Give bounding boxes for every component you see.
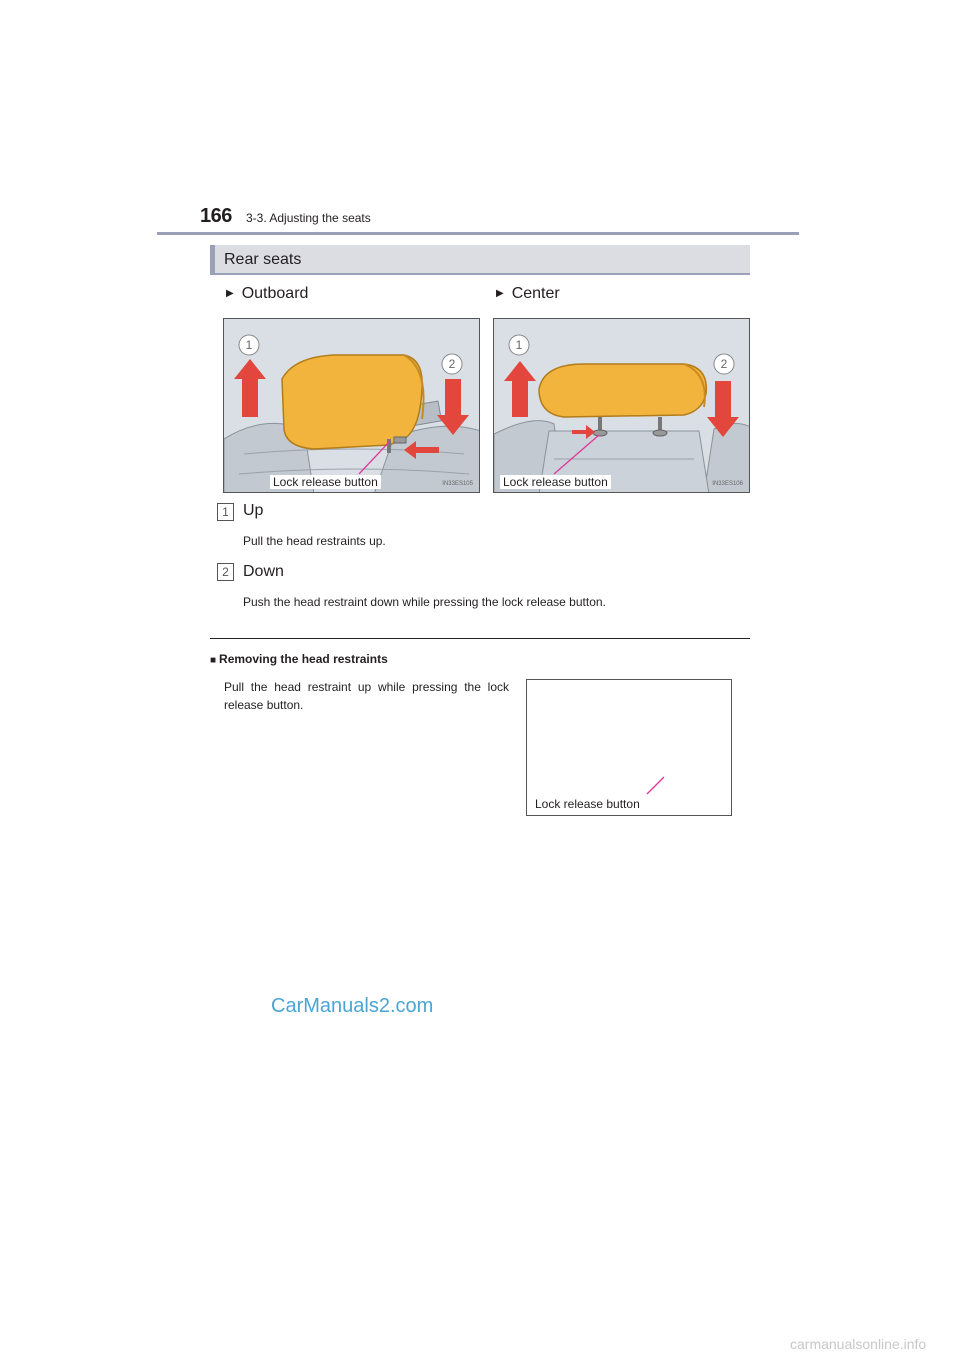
footer-watermark: carmanualsonline.info bbox=[790, 1336, 927, 1352]
svg-text:1: 1 bbox=[515, 338, 523, 352]
step-title-up: Up bbox=[243, 502, 264, 519]
figure-center bbox=[493, 318, 750, 493]
center-illustration bbox=[494, 319, 750, 493]
figure-outboard bbox=[223, 318, 480, 493]
svg-text:2: 2 bbox=[448, 357, 456, 371]
svg-text:2: 2 bbox=[720, 357, 728, 371]
triangle-bullet-icon: ▶ bbox=[226, 288, 234, 299]
lock-release-caption-center: Lock release button bbox=[500, 475, 611, 489]
variant-label-center: ▶ Center bbox=[496, 285, 560, 302]
triangle-bullet-icon: ▶ bbox=[496, 288, 504, 299]
removal-text: Pull the head restraint up while pressing the lock release button. bbox=[224, 680, 509, 712]
page-number: 166 bbox=[200, 205, 232, 227]
svg-text:1: 1 bbox=[245, 338, 253, 352]
step-description-down: Push the head restraint down while pressing the lock release button. bbox=[243, 595, 606, 609]
section-divider bbox=[210, 638, 750, 639]
square-bullet-icon: ■ bbox=[210, 655, 217, 666]
header-rule bbox=[157, 232, 799, 235]
step-number-2: 2 bbox=[217, 563, 234, 581]
removal-heading: ■ Removing the head restraints bbox=[210, 652, 388, 666]
section-reference: 3-3. Adjusting the seats bbox=[246, 211, 371, 225]
lock-release-caption-removal: Lock release button bbox=[532, 797, 643, 811]
outboard-illustration bbox=[224, 319, 480, 493]
removal-pointer bbox=[527, 680, 731, 815]
section-heading bbox=[210, 245, 750, 275]
step-number-1: 1 bbox=[217, 503, 234, 521]
lock-release-caption-outboard: Lock release button bbox=[270, 475, 381, 489]
watermark: CarManuals2.com bbox=[271, 995, 434, 1017]
figure-removal bbox=[526, 679, 732, 816]
figure-code-outboard: IN33ES105 bbox=[442, 481, 473, 487]
figure-code-center: IN33ES106 bbox=[712, 481, 743, 487]
section-title: Rear seats bbox=[224, 251, 302, 268]
variant-label-outboard: ▶ Outboard bbox=[226, 285, 309, 302]
step-title-down: Down bbox=[243, 563, 284, 580]
step-description-up: Pull the head restraints up. bbox=[243, 534, 386, 548]
